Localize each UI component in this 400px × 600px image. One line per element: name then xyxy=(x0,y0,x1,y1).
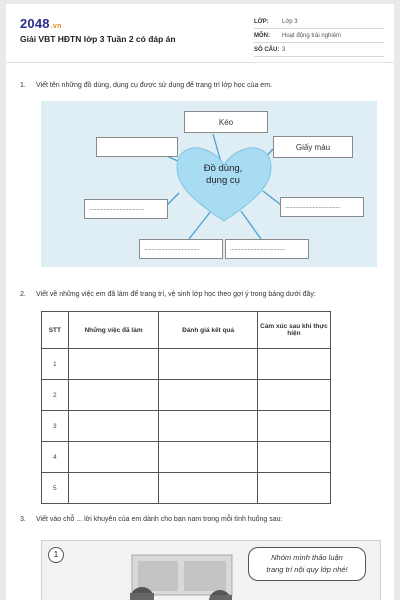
item-box-scissors xyxy=(184,111,268,133)
table-header-row xyxy=(42,312,331,349)
table-row xyxy=(42,380,331,411)
row-number: 1 xyxy=(42,349,69,380)
question-number: 2. xyxy=(20,291,26,298)
header-divider xyxy=(6,62,394,63)
meta-value: Lớp 3 xyxy=(282,18,298,25)
row-number: 3 xyxy=(42,411,69,442)
table-cell[interactable] xyxy=(68,442,159,473)
blank-box[interactable] xyxy=(96,137,178,157)
item-label: Kéo xyxy=(218,117,234,127)
question-text: Viết vào chỗ ... lời khuyên của em dành cho bạn nam trong mỗi tình huống sau: xyxy=(36,516,283,523)
table-cell[interactable] xyxy=(68,473,159,504)
meta-value: Hoạt động trải nghiệm xyxy=(282,32,342,39)
table-cell[interactable] xyxy=(159,442,257,473)
table-cell[interactable] xyxy=(159,380,257,411)
column-header-evaluation: Đánh giá kết quả xyxy=(159,312,257,349)
meta-value: 3 xyxy=(282,46,286,53)
table-cell[interactable] xyxy=(159,349,257,380)
logo-suffix: .vn xyxy=(50,23,62,30)
question-3 xyxy=(20,516,283,523)
question-text: Viết tên những đồ dùng, dụng cụ được sử dụng để trang trí lớp học của em. xyxy=(36,82,272,89)
speech-line: trang trí nội quy lớp nhé! xyxy=(266,565,348,574)
center-label-line: dụng cụ xyxy=(206,175,240,186)
center-label xyxy=(178,163,268,187)
activity-table xyxy=(41,311,331,504)
meta-row-question-count xyxy=(254,43,384,57)
table-cell[interactable] xyxy=(257,442,330,473)
panel-number-badge: 1 xyxy=(48,547,64,563)
meta-label: SỐ CÂU: xyxy=(254,46,280,53)
blank-box[interactable] xyxy=(280,197,364,217)
item-label: Giấy màu xyxy=(295,142,331,152)
table-cell[interactable] xyxy=(159,411,257,442)
speech-line: Nhóm mình thảo luận xyxy=(271,553,343,562)
document-page xyxy=(6,4,394,600)
meta-label: LỚP: xyxy=(254,18,269,25)
mind-map-diagram xyxy=(41,101,377,267)
question-text: Viết về những việc em đã làm để trang trí, vệ sinh lớp học theo gợi ý trong bảng dưới đây: xyxy=(36,291,316,298)
question-number: 3. xyxy=(20,516,26,523)
row-number: 4 xyxy=(42,442,69,473)
table-row xyxy=(42,473,331,504)
table-cell[interactable] xyxy=(68,380,159,411)
blank-box[interactable] xyxy=(84,199,168,219)
table-cell[interactable] xyxy=(68,349,159,380)
blank-dots: ...................................... xyxy=(144,245,199,252)
table-row xyxy=(42,349,331,380)
row-number: 2 xyxy=(42,380,69,411)
meta-row-class xyxy=(254,15,384,29)
table-cell[interactable] xyxy=(68,411,159,442)
blank-dots: ...................................... xyxy=(230,245,285,252)
comic-panel xyxy=(41,540,381,600)
question-1 xyxy=(20,82,272,89)
table-cell[interactable] xyxy=(257,473,330,504)
row-number: 5 xyxy=(42,473,69,504)
table-cell[interactable] xyxy=(159,473,257,504)
blank-dots: ...................................... xyxy=(89,205,144,212)
table-cell[interactable] xyxy=(257,380,330,411)
meta-label: MÔN: xyxy=(254,32,270,39)
table-cell[interactable] xyxy=(257,411,330,442)
column-header-feelings: Cảm xúc sau khi thực hiện xyxy=(257,312,330,349)
speech-bubble xyxy=(248,547,366,581)
blank-box[interactable] xyxy=(139,239,223,259)
table-row xyxy=(42,411,331,442)
site-logo[interactable] xyxy=(20,16,61,31)
center-label-line: Đồ dùng, xyxy=(203,163,243,174)
blank-box[interactable] xyxy=(225,239,309,259)
table-row xyxy=(42,442,331,473)
column-header-tasks: Những việc đã làm xyxy=(68,312,159,349)
question-number: 1. xyxy=(20,82,26,89)
blank-dots: ...................................... xyxy=(285,203,340,210)
question-2 xyxy=(20,291,316,298)
logo-text: 2048 xyxy=(20,16,50,31)
item-box-colored-paper xyxy=(273,136,353,158)
table-cell[interactable] xyxy=(257,349,330,380)
document-title: Giải VBT HĐTN lớp 3 Tuần 2 có đáp án xyxy=(20,34,176,44)
document-meta xyxy=(254,15,384,57)
meta-row-subject xyxy=(254,29,384,43)
column-header-stt: STT xyxy=(42,312,69,349)
